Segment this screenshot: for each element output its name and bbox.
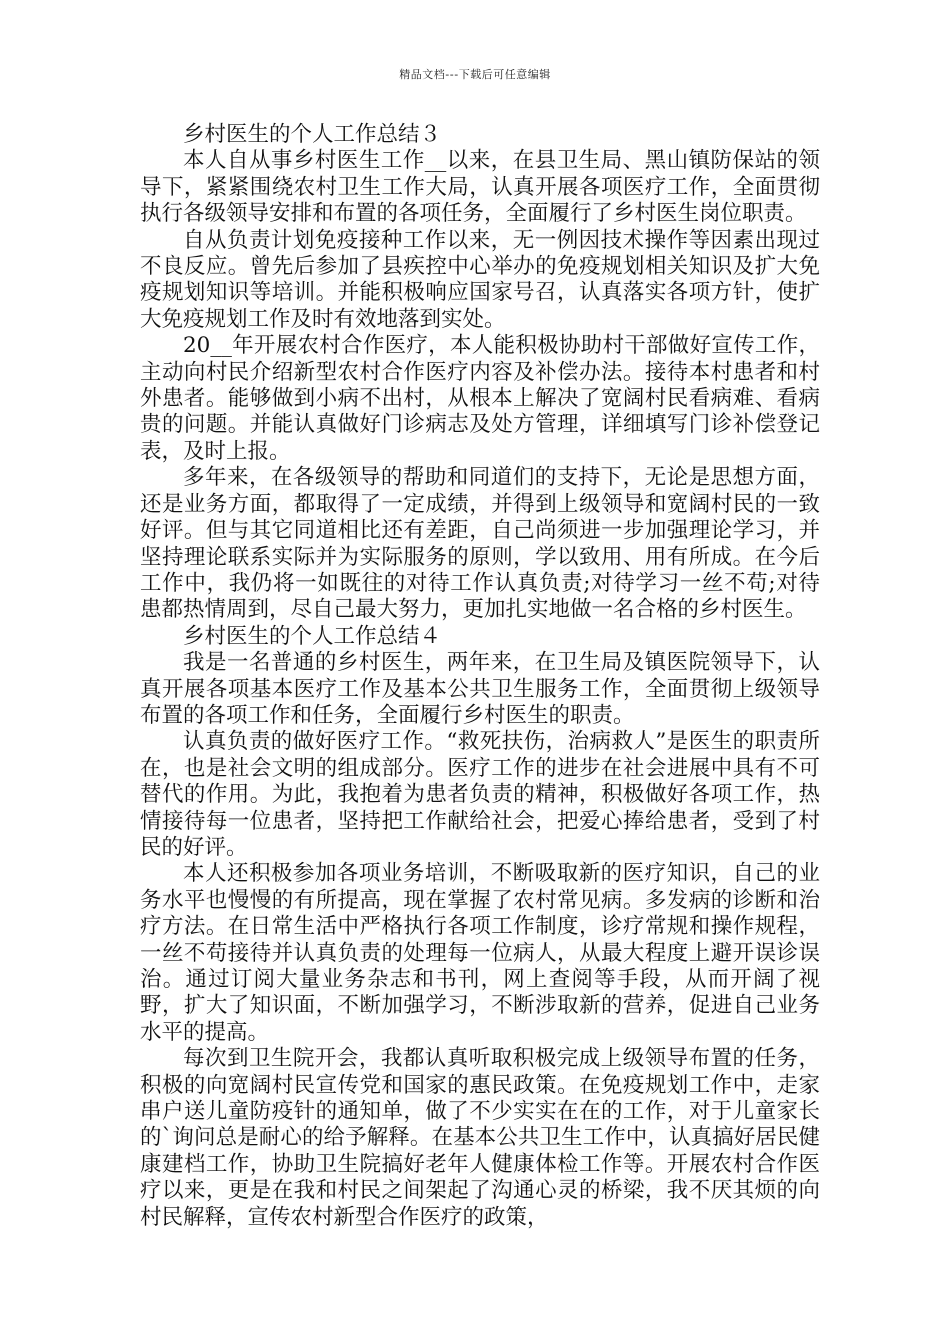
paragraph: 20__年开展农村合作医疗，本人能积极协助村干部做好宣传工作，主动向村民介绍新型农村合作医疗内容及补偿办法。接待本村患者和村外患者。能够做到小病不出村，从根本上解决了宽阔村民看病难、看病贵的问题。并能认真做好门诊病志及处方管理，详细填写门诊补偿登记表，及时上报。 [140, 333, 820, 464]
paragraph: 本人自从事乡村医生工作__以来，在县卫生局、黑山镇防保站的领导下，紧紧围绕农村卫生工作大局，认真开展各项医疗工作，全面贯彻执行各级领导安排和布置的各项任务，全面履行了乡村医生岗位职责。 [140, 148, 820, 227]
document-body [140, 122, 820, 1231]
page-header: 精品文档---下载后可任意编辑 [399, 68, 551, 81]
section-title: 乡村医生的个人工作总结３ [183, 122, 442, 147]
paragraph: 每次到卫生院开会，我都认真听取积极完成上级领导布置的任务，积极的向宽阔村民宣传党和国家的惠民政策。在免疫规划工作中，走家串户送儿童防疫针的通知单，做了不少实实在在的工作，对于儿童家长的`询问总是耐心的给予解释。在基本公共卫生工作中，认真搞好居民健康建档工作，协助卫生院搞好老年人健康体检工作等。开展农村合作医疗以来，更是在我和村民之间架起了沟通心灵的桥梁，我不厌其烦的向村民解释，宣传农村新型合作医疗的政策， [140, 1046, 820, 1230]
paragraph: 本人还积极参加各项业务培训，不断吸取新的医疗知识，自己的业务水平也慢慢的有所提高，现在掌握了农村常见病。多发病的诊断和治疗方法。在日常生活中严格执行各项工作制度，诊疗常规和操作规程，一丝不苟接待并认真负责的处理每一位病人，从最大程度上避开误诊误治。通过订阅大量业务杂志和书刊，网上查阅等手段，从而开阔了视野，扩大了知识面，不断加强学习，不断涉取新的营养，促进自己业务水平的提高。 [140, 861, 820, 1045]
section-title: 乡村医生的个人工作总结４ [183, 623, 442, 649]
paragraph: 我是一名普通的乡村医生，两年来，在卫生局及镇医院领导下，认真开展各项基本医疗工作及基本公共卫生服务工作，全面贯彻上级领导布置的各项工作和任务，全面履行乡村医生的职责。 [140, 650, 820, 728]
paragraph: 自从负责计划免疫接种工作以来，无一例因技术操作等因素出现过不良反应。曾先后参加了县疾控中心举办的免疫规划相关知识及扩大免疫规划知识等培训。并能积极响应国家号召，认真落实各项方针，使扩大免疫规划工作及时有效地落到实处。 [140, 227, 820, 332]
paragraph: 认真负责的做好医疗工作。“救死扶伤，治病救人”是医生的职责所在，也是社会文明的组成部分。医疗工作的进步在社会进展中具有不可替代的作用。为此，我抱着为患者负责的精神，积极做好各项工作，热情接待每一位患者，坚持把工作献给社会，把爱心捧给患者，受到了村民的好评。 [140, 729, 820, 860]
paragraph: 多年来，在各级领导的帮助和同道们的支持下，无论是思想方面，还是业务方面，都取得了一定成绩，并得到上级领导和宽阔村民的一致好评。但与其它同道相比还有差距，自己尚须进一步加强理论学习，并坚持理论联系实际并为实际服务的原则，学以致用、用有所成。在今后工作中，我仍将一如既往的对待工作认真负责;对待学习一丝不苟;对待患都热情周到，尽自己最大努力，更加扎实地做一名合格的乡村医生。 [140, 465, 820, 623]
